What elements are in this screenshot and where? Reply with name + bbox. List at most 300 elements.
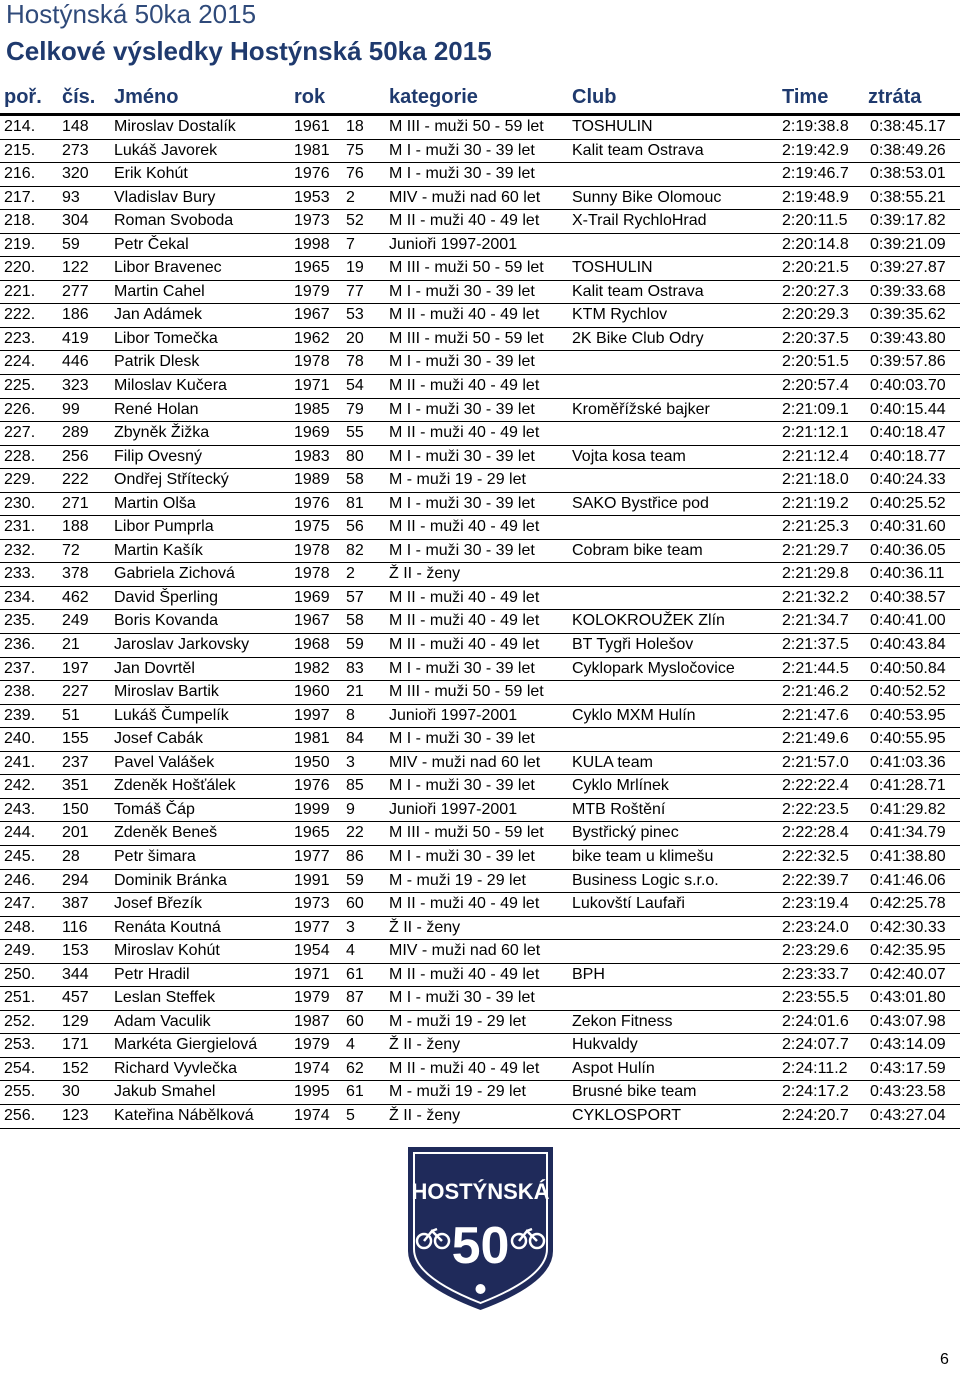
cell-category-rank: 56 (346, 518, 364, 536)
cell-loss: 0:39:57.86 (870, 353, 946, 371)
cell-loss: 0:38:49.26 (870, 141, 946, 159)
cell-category: M - muži 19 - 29 let (389, 1012, 526, 1030)
cell-name: Miroslav Bartik (114, 683, 219, 701)
cell-time: 2:23:33.7 (782, 965, 849, 983)
cell-position: 218. (4, 212, 36, 230)
table-row (0, 1081, 960, 1105)
table-row (0, 964, 960, 988)
cell-name: Miloslav Kučera (114, 377, 227, 395)
cell-position: 232. (4, 541, 36, 559)
cell-start-number: 93 (62, 188, 80, 206)
cell-loss: 0:40:36.05 (870, 541, 946, 559)
cell-year: 1991 (294, 871, 330, 889)
cell-loss: 0:41:34.79 (870, 824, 946, 842)
cell-start-number: 457 (62, 989, 89, 1007)
cell-category-rank: 79 (346, 400, 364, 418)
cell-time: 2:21:29.7 (782, 541, 849, 559)
cell-category-rank: 60 (346, 895, 364, 913)
cell-club: X-Trail RychloHrad (572, 212, 707, 230)
cell-name: Josef Březík (114, 895, 203, 913)
cell-category-rank: 81 (346, 494, 364, 512)
cell-start-number: 320 (62, 165, 89, 183)
cell-category-rank: 76 (346, 165, 364, 183)
cell-year: 1989 (294, 471, 330, 489)
table-row (0, 422, 960, 446)
cell-loss: 0:42:40.07 (870, 965, 946, 983)
cell-position: 214. (4, 118, 36, 135)
table-row (0, 870, 960, 894)
cell-start-number: 249 (62, 612, 89, 630)
cell-year: 1967 (294, 612, 330, 630)
cell-loss: 0:43:01.80 (870, 989, 946, 1007)
cell-time: 2:21:44.5 (782, 659, 849, 677)
col-header-year: rok (294, 86, 326, 108)
cell-club: Kalit team Ostrava (572, 282, 704, 300)
cell-loss: 0:39:43.80 (870, 329, 946, 347)
cell-position: 241. (4, 753, 36, 771)
cell-position: 230. (4, 494, 36, 512)
cell-position: 226. (4, 400, 36, 418)
cell-club: Zekon Fitness (572, 1012, 673, 1030)
cell-category: Junioři 1997-2001 (389, 800, 518, 818)
cell-loss: 0:43:27.04 (870, 1106, 946, 1124)
cell-year: 1976 (294, 165, 330, 183)
cell-category-rank: 87 (346, 989, 364, 1007)
cell-start-number: 99 (62, 400, 80, 418)
cell-time: 2:20:29.3 (782, 306, 849, 324)
cell-category-rank: 80 (346, 447, 364, 465)
cell-category: M II - muži 40 - 49 let (389, 1059, 540, 1077)
table-row (0, 540, 960, 564)
cell-category: M II - muži 40 - 49 let (389, 588, 540, 606)
cell-loss: 0:40:18.47 (870, 424, 946, 442)
cell-year: 1962 (294, 329, 330, 347)
cell-start-number: 273 (62, 141, 89, 159)
cell-category: M II - muži 40 - 49 let (389, 612, 540, 630)
table-row (0, 634, 960, 658)
cell-loss: 0:42:35.95 (870, 942, 946, 960)
cell-name: Vladislav Bury (114, 188, 216, 206)
cell-position: 219. (4, 235, 36, 253)
cell-start-number: 72 (62, 541, 80, 559)
table-row (0, 304, 960, 328)
table-row (0, 1058, 960, 1082)
cell-time: 2:20:51.5 (782, 353, 849, 371)
cell-name: Libor Bravenec (114, 259, 222, 277)
cell-name: Martin Kašík (114, 541, 203, 559)
cell-loss: 0:40:36.11 (870, 565, 945, 583)
cell-position: 231. (4, 518, 36, 536)
cell-category-rank: 85 (346, 777, 364, 795)
cell-name: Patrik Dlesk (114, 353, 200, 371)
cell-category-rank: 61 (346, 1083, 364, 1101)
cell-name: Ondřej Střítecký (114, 471, 229, 489)
cell-club: Cyklo MXM Hulín (572, 706, 696, 724)
cell-start-number: 201 (62, 824, 89, 842)
cell-year: 1978 (294, 541, 330, 559)
cell-time: 2:21:47.6 (782, 706, 849, 724)
cell-club: MTB Roštění (572, 800, 666, 818)
col-header-loss: ztráta (868, 86, 922, 108)
cell-time: 2:21:12.4 (782, 447, 849, 465)
cell-start-number: 304 (62, 212, 89, 230)
cell-year: 1997 (294, 706, 330, 724)
cell-year: 1973 (294, 895, 330, 913)
cell-year: 1999 (294, 800, 330, 818)
cell-position: 235. (4, 612, 36, 630)
cell-start-number: 150 (62, 800, 89, 818)
cell-name: Richard Vyvlečka (114, 1059, 238, 1077)
cell-category: M II - muži 40 - 49 let (389, 965, 540, 983)
cell-position: 245. (4, 847, 36, 865)
cell-start-number: 122 (62, 259, 89, 277)
cell-category-rank: 58 (346, 612, 364, 630)
cell-club: KULA team (572, 753, 653, 771)
cell-club: bike team u klimešu (572, 847, 714, 865)
cell-year: 1979 (294, 1036, 330, 1054)
cell-loss: 0:40:25.52 (870, 494, 946, 512)
cell-club: Bystřický pinec (572, 824, 679, 842)
cell-year: 1976 (294, 777, 330, 795)
cell-name: Martin Cahel (114, 282, 205, 300)
cell-category: Junioři 1997-2001 (389, 235, 518, 253)
cell-position: 248. (4, 918, 36, 936)
cell-time: 2:21:09.1 (782, 400, 849, 418)
cell-loss: 0:43:14.09 (870, 1036, 946, 1054)
cell-category: MIV - muži nad 60 let (389, 188, 541, 206)
cell-year: 1954 (294, 942, 330, 960)
cell-name: Jakub Smahel (114, 1083, 216, 1101)
cell-name: Libor Pumprla (114, 518, 214, 536)
cell-start-number: 222 (62, 471, 89, 489)
cell-time: 2:21:29.8 (782, 565, 849, 583)
cell-club: CYKLOSPORT (572, 1106, 682, 1124)
cell-category: M III - muži 50 - 59 let (389, 824, 544, 842)
cell-start-number: 152 (62, 1059, 89, 1077)
cell-year: 1953 (294, 188, 330, 206)
cell-loss: 0:40:43.84 (870, 636, 946, 654)
cell-position: 250. (4, 965, 36, 983)
cell-name: Roman Svoboda (114, 212, 234, 230)
table-row (0, 681, 960, 705)
cell-club: KTM Rychlov (572, 306, 668, 324)
cell-club: Sunny Bike Olomouc (572, 188, 722, 206)
table-row (0, 328, 960, 352)
cell-category: M I - muži 30 - 39 let (389, 353, 535, 371)
table-row (0, 399, 960, 423)
cell-loss: 0:40:52.52 (870, 683, 946, 701)
cell-category: M I - muži 30 - 39 let (389, 989, 535, 1007)
table-row (0, 987, 960, 1011)
cell-time: 2:21:32.2 (782, 588, 849, 606)
cell-loss: 0:42:30.33 (870, 918, 946, 936)
table-row (0, 917, 960, 941)
cell-time: 2:20:37.5 (782, 329, 849, 347)
cell-year: 1978 (294, 353, 330, 371)
cell-name: David Šperling (114, 588, 219, 606)
cell-category: M III - muži 50 - 59 let (389, 259, 544, 277)
cell-category: M I - muži 30 - 39 let (389, 659, 535, 677)
cell-category-rank: 52 (346, 212, 364, 230)
svg-text:50: 50 (451, 1217, 510, 1275)
table-row (0, 257, 960, 281)
svg-text:HOSTÝNSKÁ: HOSTÝNSKÁ (411, 1179, 550, 1204)
cell-name: Markéta Giergielová (114, 1036, 258, 1054)
cell-category-rank: 62 (346, 1059, 364, 1077)
cell-position: 244. (4, 824, 36, 842)
cell-loss: 0:41:46.06 (870, 871, 946, 889)
cell-start-number: 153 (62, 942, 89, 960)
cell-time: 2:20:21.5 (782, 259, 849, 277)
cell-category-rank: 78 (346, 353, 364, 371)
cell-category-rank: 22 (346, 824, 364, 842)
cell-name: Dominik Bránka (114, 871, 227, 889)
cell-year: 1982 (294, 659, 330, 677)
cell-category: M I - muži 30 - 39 let (389, 777, 535, 795)
cell-category: M II - muži 40 - 49 let (389, 424, 540, 442)
cell-loss: 0:40:31.60 (870, 518, 946, 536)
cell-club: KOLOKROUŽEK Zlín (572, 612, 725, 630)
cell-category: Junioři 1997-2001 (389, 706, 518, 724)
cell-year: 1960 (294, 683, 330, 701)
cell-category-rank: 8 (346, 706, 355, 724)
cell-loss: 0:39:17.82 (870, 212, 946, 230)
cell-category: M I - muži 30 - 39 let (389, 494, 535, 512)
cell-position: 224. (4, 353, 36, 371)
cell-time: 2:24:11.2 (782, 1059, 848, 1077)
table-row (0, 846, 960, 870)
cell-start-number: 462 (62, 588, 89, 606)
cell-year: 1983 (294, 447, 330, 465)
cell-name: René Holan (114, 400, 199, 418)
cell-category: M II - muži 40 - 49 let (389, 212, 540, 230)
cell-loss: 0:40:38.57 (870, 588, 946, 606)
cell-category: M - muži 19 - 29 let (389, 871, 526, 889)
cell-category-rank: 57 (346, 588, 364, 606)
cell-category-rank: 86 (346, 847, 364, 865)
cell-start-number: 387 (62, 895, 89, 913)
cell-loss: 0:40:55.95 (870, 730, 946, 748)
cell-year: 1965 (294, 824, 330, 842)
cell-loss: 0:40:50.84 (870, 659, 946, 677)
cell-start-number: 237 (62, 753, 89, 771)
cell-time: 2:19:46.7 (782, 165, 849, 183)
cell-loss: 0:41:38.80 (870, 847, 946, 865)
cell-loss: 0:39:21.09 (870, 235, 946, 253)
table-row (0, 446, 960, 470)
cell-category: M I - muži 30 - 39 let (389, 730, 535, 748)
table-row (0, 375, 960, 399)
cell-year: 1969 (294, 424, 330, 442)
cell-position: 242. (4, 777, 36, 795)
cell-start-number: 419 (62, 329, 89, 347)
cell-position: 221. (4, 282, 36, 300)
cell-position: 246. (4, 871, 36, 889)
cell-position: 233. (4, 565, 36, 583)
cell-club: Lukovští Laufaři (572, 895, 685, 913)
cell-name: Erik Kohút (114, 165, 188, 183)
cell-start-number: 21 (62, 636, 80, 654)
cell-start-number: 116 (62, 918, 88, 936)
table-row (0, 116, 960, 140)
cell-position: 253. (4, 1036, 36, 1054)
cell-category: M I - muži 30 - 39 let (389, 847, 535, 865)
cell-name: Lukáš Javorek (114, 141, 218, 159)
cell-loss: 0:40:24.33 (870, 471, 946, 489)
cell-category-rank: 4 (346, 942, 355, 960)
cell-position: 225. (4, 377, 36, 395)
cell-position: 238. (4, 683, 36, 701)
cell-time: 2:21:49.6 (782, 730, 849, 748)
cell-year: 1981 (294, 141, 330, 159)
cell-year: 1977 (294, 847, 330, 865)
cell-category-rank: 82 (346, 541, 364, 559)
cell-position: 222. (4, 306, 36, 324)
col-header-num: čís. (62, 86, 96, 108)
site-title: Hostýnská 50ka 2015 (6, 0, 257, 29)
cell-loss: 0:42:25.78 (870, 895, 946, 913)
cell-year: 1974 (294, 1059, 330, 1077)
cell-name: Libor Tomečka (114, 329, 218, 347)
table-row (0, 705, 960, 729)
cell-time: 2:23:19.4 (782, 895, 849, 913)
cell-position: 229. (4, 471, 36, 489)
cell-name: Josef Cabák (114, 730, 203, 748)
cell-year: 1950 (294, 753, 330, 771)
cell-loss: 0:39:27.87 (870, 259, 946, 277)
cell-club: Hukvaldy (572, 1036, 638, 1054)
table-row (0, 775, 960, 799)
cell-start-number: 344 (62, 965, 89, 983)
cell-position: 255. (4, 1083, 36, 1101)
table-row (0, 799, 960, 823)
cell-name: Miroslav Kohút (114, 942, 220, 960)
cell-name: Petr Čekal (114, 235, 189, 253)
cell-year: 1967 (294, 306, 330, 324)
cell-start-number: 446 (62, 353, 89, 371)
cell-category: M I - muži 30 - 39 let (389, 282, 535, 300)
table-row (0, 140, 960, 164)
cell-year: 1979 (294, 282, 330, 300)
cell-name: Adam Vaculik (114, 1012, 211, 1030)
table-row (0, 893, 960, 917)
cell-time: 2:19:42.9 (782, 141, 849, 159)
cell-category-rank: 7 (346, 235, 355, 253)
cell-start-number: 30 (62, 1083, 80, 1101)
table-row (0, 563, 960, 587)
cell-category: M I - muži 30 - 39 let (389, 400, 535, 418)
cell-year: 1998 (294, 235, 330, 253)
cell-start-number: 323 (62, 377, 89, 395)
cell-club: Kalit team Ostrava (572, 141, 704, 159)
cell-position: 227. (4, 424, 36, 442)
cell-start-number: 271 (62, 494, 89, 512)
cell-category: M III - muži 50 - 59 let (389, 683, 544, 701)
table-row (0, 1011, 960, 1035)
page-title: Celkové výsledky Hostýnská 50ka 2015 (6, 36, 492, 66)
cell-category: M I - muži 30 - 39 let (389, 447, 535, 465)
cell-category: M II - muži 40 - 49 let (389, 636, 540, 654)
cell-category: M II - muži 40 - 49 let (389, 306, 540, 324)
table-row (0, 752, 960, 776)
cell-category-rank: 83 (346, 659, 364, 677)
cell-name: Lukáš Čumpelík (114, 706, 229, 724)
cell-category-rank: 54 (346, 377, 364, 395)
cell-name: Leslan Steffek (114, 989, 216, 1007)
cell-time: 2:24:07.7 (782, 1036, 849, 1054)
table-row (0, 163, 960, 187)
cell-club: 2K Bike Club Odry (572, 329, 704, 347)
cell-position: 236. (4, 636, 36, 654)
cell-start-number: 227 (62, 683, 89, 701)
cell-time: 2:24:01.6 (782, 1012, 849, 1030)
cell-position: 252. (4, 1012, 36, 1030)
cell-loss: 0:40:53.95 (870, 706, 946, 724)
cell-loss: 0:40:03.70 (870, 377, 946, 395)
cell-start-number: 188 (62, 518, 89, 536)
cell-category-rank: 3 (346, 918, 355, 936)
cell-year: 1968 (294, 636, 330, 654)
cell-category: Ž II - ženy (389, 918, 461, 936)
cell-loss: 0:38:55.21 (870, 188, 946, 206)
cell-time: 2:21:25.3 (782, 518, 849, 536)
cell-category: M II - muži 40 - 49 let (389, 518, 540, 536)
cell-start-number: 28 (62, 847, 80, 865)
cell-time: 2:21:57.0 (782, 753, 849, 771)
cell-name: Boris Kovanda (114, 612, 219, 630)
cell-time: 2:22:22.4 (782, 777, 849, 795)
cell-position: 256. (4, 1106, 36, 1124)
cell-start-number: 155 (62, 730, 89, 748)
cell-time: 2:24:20.7 (782, 1106, 849, 1124)
table-row (0, 493, 960, 517)
cell-time: 2:20:14.8 (782, 235, 849, 253)
cell-category: M I - muži 30 - 39 let (389, 141, 535, 159)
cell-club: BPH (572, 965, 605, 983)
cell-year: 1971 (294, 377, 330, 395)
cell-name: Tomáš Čáp (114, 800, 195, 818)
table-row (0, 1105, 960, 1129)
cell-time: 2:20:11.5 (782, 212, 848, 230)
table-row (0, 351, 960, 375)
table-row (0, 728, 960, 752)
cell-time: 2:24:17.2 (782, 1083, 849, 1101)
cell-name: Gabriela Zichová (114, 565, 235, 583)
cell-category: MIV - muži nad 60 let (389, 753, 541, 771)
cell-position: 251. (4, 989, 36, 1007)
cell-category-rank: 58 (346, 471, 364, 489)
cell-club: Business Logic s.r.o. (572, 871, 719, 889)
cell-loss: 0:39:35.62 (870, 306, 946, 324)
cell-position: 215. (4, 141, 36, 159)
cell-start-number: 277 (62, 282, 89, 300)
cell-category: Ž II - ženy (389, 1106, 461, 1124)
table-row (0, 210, 960, 234)
cell-time: 2:21:12.1 (782, 424, 849, 442)
table-row (0, 658, 960, 682)
cell-start-number: 123 (62, 1106, 89, 1124)
cell-club: Brusné bike team (572, 1083, 697, 1101)
cell-category-rank: 5 (346, 1106, 355, 1124)
table-row (0, 940, 960, 964)
cell-year: 1979 (294, 989, 330, 1007)
page-number: 6 (940, 1351, 949, 1368)
cell-name: Filip Ovesný (114, 447, 203, 465)
cell-loss: 0:40:15.44 (870, 400, 946, 418)
cell-start-number: 378 (62, 565, 89, 583)
cell-category-rank: 77 (346, 282, 364, 300)
cell-start-number: 51 (62, 706, 80, 724)
